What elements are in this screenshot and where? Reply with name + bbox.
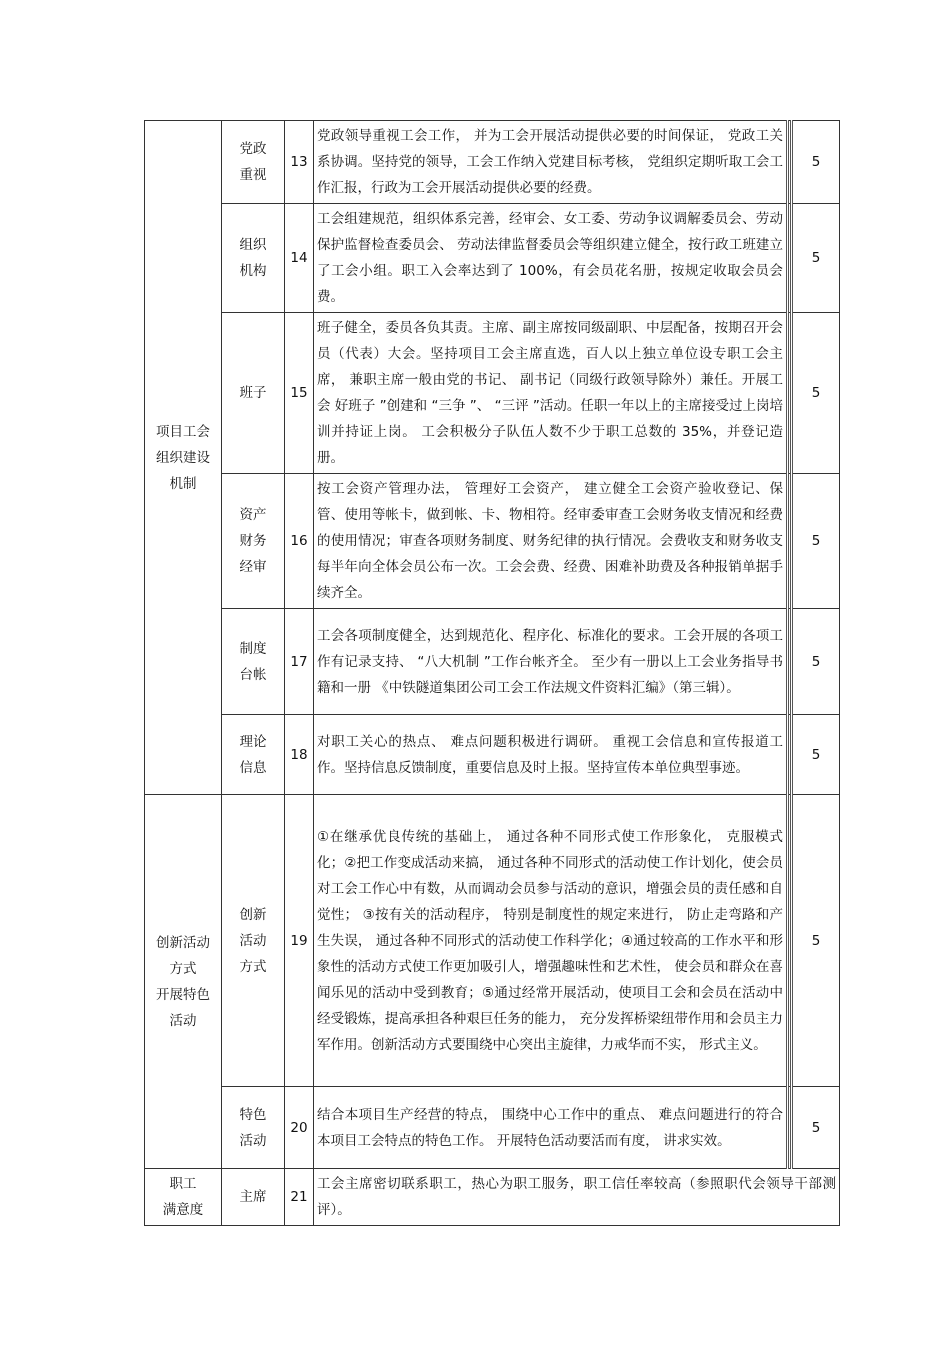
table-row <box>145 313 840 474</box>
score-cell: 5 <box>792 715 840 795</box>
description-cell: 对职工关心的热点、 难点问题积极进行调研。 重视工会信息和宣传报道工作。坚持信息反馈制度，重要信息及时上报。坚持宣传本单位典型事迹。 <box>314 715 788 795</box>
score-cell: 5 <box>792 121 840 204</box>
table-row <box>145 795 840 1087</box>
score-cell: 5 <box>792 204 840 313</box>
item-cell: 理论 信息 <box>222 715 285 795</box>
score-cell: 5 <box>792 795 840 1087</box>
number-cell: 17 <box>285 609 314 715</box>
table-row <box>145 1087 840 1169</box>
score-cell: 5 <box>792 313 840 474</box>
number-cell: 18 <box>285 715 314 795</box>
table-row <box>145 715 840 795</box>
score-cell: 5 <box>792 1087 840 1169</box>
table-row <box>145 204 840 313</box>
table-row <box>145 474 840 609</box>
table-row <box>145 609 840 715</box>
item-cell: 组织 机构 <box>222 204 285 313</box>
item-cell: 资产 财务 经审 <box>222 474 285 609</box>
number-cell: 15 <box>285 313 314 474</box>
group-cell: 项目工会 组织建设 机制 <box>145 121 222 795</box>
number-cell: 19 <box>285 795 314 1087</box>
description-cell: ①在继承优良传统的基础上， 通过各种不同形式使工作形象化， 克服模式化；②把工作变成活动来搞， 通过各种不同形式的活动使工作计划化，使会员对工会工作心中有数，从而调动会员参与活动的意识，增强会员的责任感和自觉性； ③按有关的活动程序， 特别是制度性的规定来进行， 防止走弯路和产生失误， 通过各种不同形式的活动使工作科学化；④通过较高的工作水平和形象性的活动方式使工作更加吸引人，增强趣味性和艺术性， 使会员和群众在喜闻乐见的活动中受到教育；⑤通过经常开展活动，使项目工会和会员在活动中经受锻炼，提高承担各种艰巨任务的能力， 充分发挥桥梁纽带作用和会员主力军作用。创新活动方式要围绕中心突出主旋律，力戒华而不实， 形式主义。 <box>314 795 788 1087</box>
table-row <box>145 121 840 204</box>
description-cell: 工会主席密切联系职工，热心为职工服务，职工信任率较高（参照职代会领导干部测评）。 <box>314 1169 840 1226</box>
item-cell: 党政 重视 <box>222 121 285 204</box>
description-cell: 结合本项目生产经营的特点， 围绕中心工作中的重点、 难点问题进行的符合本项目工会特点的特色工作。 开展特色活动要活而有度， 讲求实效。 <box>314 1087 788 1169</box>
number-cell: 14 <box>285 204 314 313</box>
description-cell: 班子健全，委员各负其责。主席、副主席按同级副职、中层配备，按期召开会员（代表）大会。坚持项目工会主席直选，百人以上独立单位设专职工会主席， 兼职主席一般由党的书记、 副书记（同级行政领导除外）兼任。开展工会 好班子 ”创建和 “三争 ”、 “三评 ”活动。任职一年以上的主席接受过上岗培训并持证上岗。 工会积极分子队伍人数不少于职工总数的 35%，并登记造册。 <box>314 313 788 474</box>
table-row <box>145 1169 840 1226</box>
description-cell: 工会组建规范，组织体系完善，经审会、女工委、劳动争议调解委员会、劳动保护监督检查委员会、 劳动法律监督委员会等组织建立健全，按行政工班建立了工会小组。职工入会率达到了 100%，有会员花名册，按规定收取会员会费。 <box>314 204 788 313</box>
number-cell: 20 <box>285 1087 314 1169</box>
group-cell: 创新活动 方式 开展特色 活动 <box>145 795 222 1169</box>
score-cell: 5 <box>792 474 840 609</box>
item-cell: 主席 <box>222 1169 285 1226</box>
item-cell: 班子 <box>222 313 285 474</box>
number-cell: 16 <box>285 474 314 609</box>
evaluation-table <box>144 120 840 1226</box>
description-cell: 党政领导重视工会工作， 并为工会开展活动提供必要的时间保证， 党政工关系协调。坚持党的领导，工会工作纳入党建目标考核， 党组织定期听取工会工作汇报，行政为工会开展活动提供必要的经费。 <box>314 121 788 204</box>
group-cell: 职工 满意度 <box>145 1169 222 1226</box>
item-cell: 创新 活动 方式 <box>222 795 285 1087</box>
number-cell: 13 <box>285 121 314 204</box>
description-cell: 工会各项制度健全，达到规范化、程序化、标准化的要求。工会开展的各项工作有记录支持、 “八大机制 ”工作台帐齐全。 至少有一册以上工会业务指导书籍和一册 《中铁隧道集团公司工会工作法规文件资料汇编》（第三辑）。 <box>314 609 788 715</box>
number-cell: 21 <box>285 1169 314 1226</box>
description-cell: 按工会资产管理办法， 管理好工会资产， 建立健全工会资产验收登记、保管、使用等帐卡，做到帐、卡、物相符。经审委审查工会财务收支情况和经费的使用情况；审查各项财务制度、财务纪律的执行情况。会费收支和财务收支每半年向全体会员公布一次。工会会费、经费、困难补助费及各种报销单据手续齐全。 <box>314 474 788 609</box>
score-cell: 5 <box>792 609 840 715</box>
item-cell: 制度 台帐 <box>222 609 285 715</box>
item-cell: 特色 活动 <box>222 1087 285 1169</box>
